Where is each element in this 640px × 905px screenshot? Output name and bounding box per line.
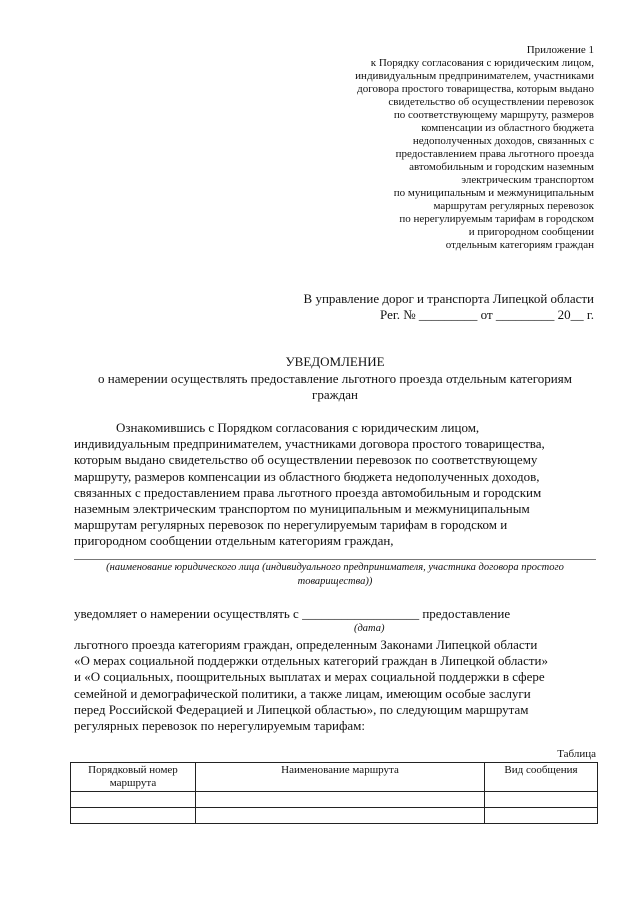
paragraph-line: перед Российской Федерацией и Липецкой областью», по следующим маршрутам xyxy=(74,701,529,717)
laws-paragraph xyxy=(74,637,596,734)
intro-paragraph xyxy=(74,420,596,550)
notify-line: уведомляет о намерении осуществлять с __________________ предоставление xyxy=(74,606,511,621)
appendix-line: компенсации из областного бюджета xyxy=(421,122,594,134)
subtitle-line: граждан xyxy=(312,387,358,402)
appendix-block xyxy=(330,44,594,252)
table-row xyxy=(71,808,598,824)
column-header-service-type: Вид сообщения xyxy=(485,763,598,792)
appendix-line: электрическим транспортом xyxy=(461,174,594,186)
table-cell xyxy=(196,792,485,808)
table-cell xyxy=(71,808,196,824)
paragraph-line: и «О социальных, поощрительных выплатах и мерах социальной поддержки в сфере xyxy=(74,669,545,685)
date-caption: (дата) xyxy=(354,623,385,634)
appendix-line: договора простого товарищества, которым выдано xyxy=(357,83,594,95)
column-header-route-name: Наименование маршрута xyxy=(196,763,485,792)
table-cell xyxy=(485,792,598,808)
appendix-line: свидетельство об осуществлении перевозок xyxy=(388,96,594,108)
table-header-row xyxy=(71,763,598,792)
appendix-line: недополученных доходов, связанных с xyxy=(412,135,594,147)
paragraph-line: регулярных перевозок по нерегулируемым тарифам: xyxy=(74,718,365,734)
paragraph-line: которым выдано свидетельство об осуществлении перевозок по соответствующему xyxy=(74,452,538,468)
routes-table xyxy=(70,762,598,824)
appendix-line: маршрутам регулярных перевозок xyxy=(433,200,594,212)
appendix-line: отдельным категориям граждан xyxy=(445,239,594,251)
table-label: Таблица xyxy=(557,748,596,760)
paragraph-line: маршруту, размеров компенсации из областного бюджета недополученных доходов, xyxy=(74,468,540,484)
paragraph-line: индивидуальным предпринимателем, участниками договора простого товарищества, xyxy=(74,436,545,452)
caption-line: товарищества)) xyxy=(297,576,373,587)
caption-line: (наименование юридического лица (индивидуального предпринимателя, участника договора простого xyxy=(106,562,564,573)
subtitle-line: о намерении осуществлять предоставление льготного проезда отдельным категориям xyxy=(98,371,572,386)
appendix-line: Приложение 1 xyxy=(526,44,594,56)
paragraph-line: «О мерах социальной поддержки отдельных категорий граждан в Липецкой области» xyxy=(74,653,548,669)
appendix-line: по муниципальным и межмуниципальным xyxy=(393,187,594,199)
document-subtitle xyxy=(74,371,596,403)
table-cell xyxy=(485,808,598,824)
entity-name-caption xyxy=(74,561,596,589)
paragraph-line: пригородном сообщении отдельным категориям граждан, xyxy=(74,533,394,549)
appendix-line: и пригородном сообщении xyxy=(468,226,594,238)
appendix-line: по соответствующему маршруту, размеров xyxy=(393,109,594,121)
appendix-line: автомобильным и городским наземным xyxy=(409,161,594,173)
appendix-line: по нерегулируемым тарифам в городском xyxy=(399,213,594,225)
addressee-line: В управление дорог и транспорта Липецкой области xyxy=(303,291,594,306)
document-title: УВЕДОМЛЕНИЕ xyxy=(285,354,385,369)
addressee-block xyxy=(270,291,594,322)
table-cell xyxy=(71,792,196,808)
paragraph-line: маршрутам регулярных перевозок по нерегулируемым тарифам в городском и xyxy=(74,517,508,533)
paragraph-line: Ознакомившись с Порядком согласования с юридическим лицом, xyxy=(116,420,480,435)
appendix-line: предоставлением права льготного проезда xyxy=(395,148,594,160)
column-header-number: Порядковый номер маршрута xyxy=(71,763,196,792)
table-cell xyxy=(196,808,485,824)
paragraph-line: семейной и демографической политики, а также лицам, имеющим особые заслуги xyxy=(74,685,531,701)
appendix-line: индивидуальным предпринимателем, участниками xyxy=(355,70,594,82)
paragraph-line: связанных с предоставлением права льготного проезда автомобильным и городским xyxy=(74,484,542,500)
paragraph-line: льготного проезда категориям граждан, определенным Законами Липецкой области xyxy=(74,637,538,652)
table-row xyxy=(71,792,598,808)
registration-line: Рег. № _________ от _________ 20__ г. xyxy=(380,306,594,322)
paragraph-line: наземным электрическим транспортом по муниципальным и межмуниципальным xyxy=(74,501,530,517)
appendix-line: к Порядку согласования с юридическим лицом, xyxy=(370,57,594,69)
entity-name-fill-line xyxy=(74,559,596,560)
